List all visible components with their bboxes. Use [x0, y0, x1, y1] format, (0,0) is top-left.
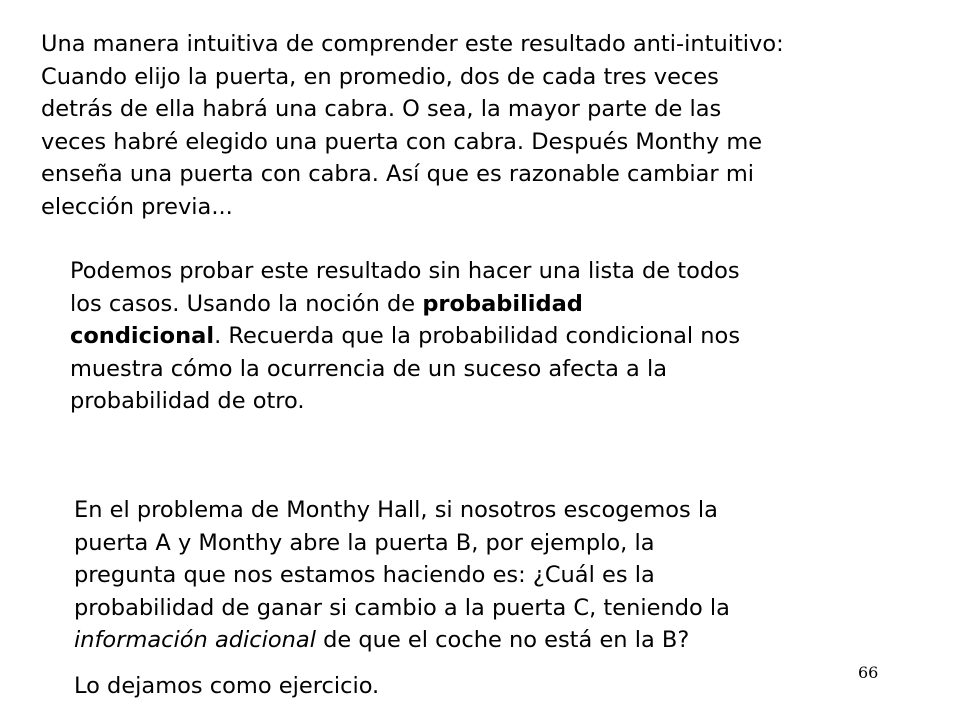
text-fragment: de que el coche no está en la B?: [315, 627, 690, 654]
text-line: probabilidad de otro.: [70, 388, 305, 415]
monthy-hall-paragraph: [74, 494, 874, 657]
italic-term: información adicional: [74, 627, 316, 654]
bold-term: condicional: [70, 323, 215, 350]
text-line: En el problema de Monthy Hall, si nosotros escogemos la: [74, 497, 718, 523]
text-line: detrás de ella habrá una cabra. O sea, la mayor parte de las: [41, 96, 722, 123]
text-line: [74, 624, 874, 657]
exercise-paragraph: [74, 670, 674, 703]
slide-number: 66: [858, 663, 879, 682]
text-fragment: . Recuerda que la probabilidad condicional nos: [214, 323, 741, 350]
text-line: puerta A y Monthy abre la puerta B, por ejemplo, la: [74, 529, 655, 556]
text-line: pregunta que nos estamos haciendo es: ¿Cuál es la: [74, 562, 655, 589]
text-line: elección previa...: [41, 193, 233, 220]
intro-paragraph: [41, 28, 941, 224]
text-line: muestra cómo la ocurrencia de un suceso afecta a la: [70, 355, 668, 382]
bold-term: probabilidad: [422, 290, 583, 317]
text-line: Lo dejamos como ejercicio.: [74, 673, 380, 699]
text-line: [70, 320, 882, 353]
text-line: Una manera intuitiva de comprender este resultado anti-intuitivo:: [41, 31, 784, 57]
text-line: veces habré elegido una puerta con cabra. Después Monthy me: [41, 128, 763, 155]
conditional-probability-paragraph: [70, 255, 882, 418]
text-line: [70, 288, 882, 321]
text-line: enseña una puerta con cabra. Así que es razonable cambiar mi: [41, 161, 754, 188]
text-line: Cuando elijo la puerta, en promedio, dos de cada tres veces: [41, 63, 719, 90]
text-line: probabilidad de ganar si cambio a la puerta C, teniendo la: [74, 594, 730, 621]
text-fragment: los casos. Usando la noción de: [70, 290, 423, 317]
text-line: Podemos probar este resultado sin hacer una lista de todos: [70, 258, 740, 284]
